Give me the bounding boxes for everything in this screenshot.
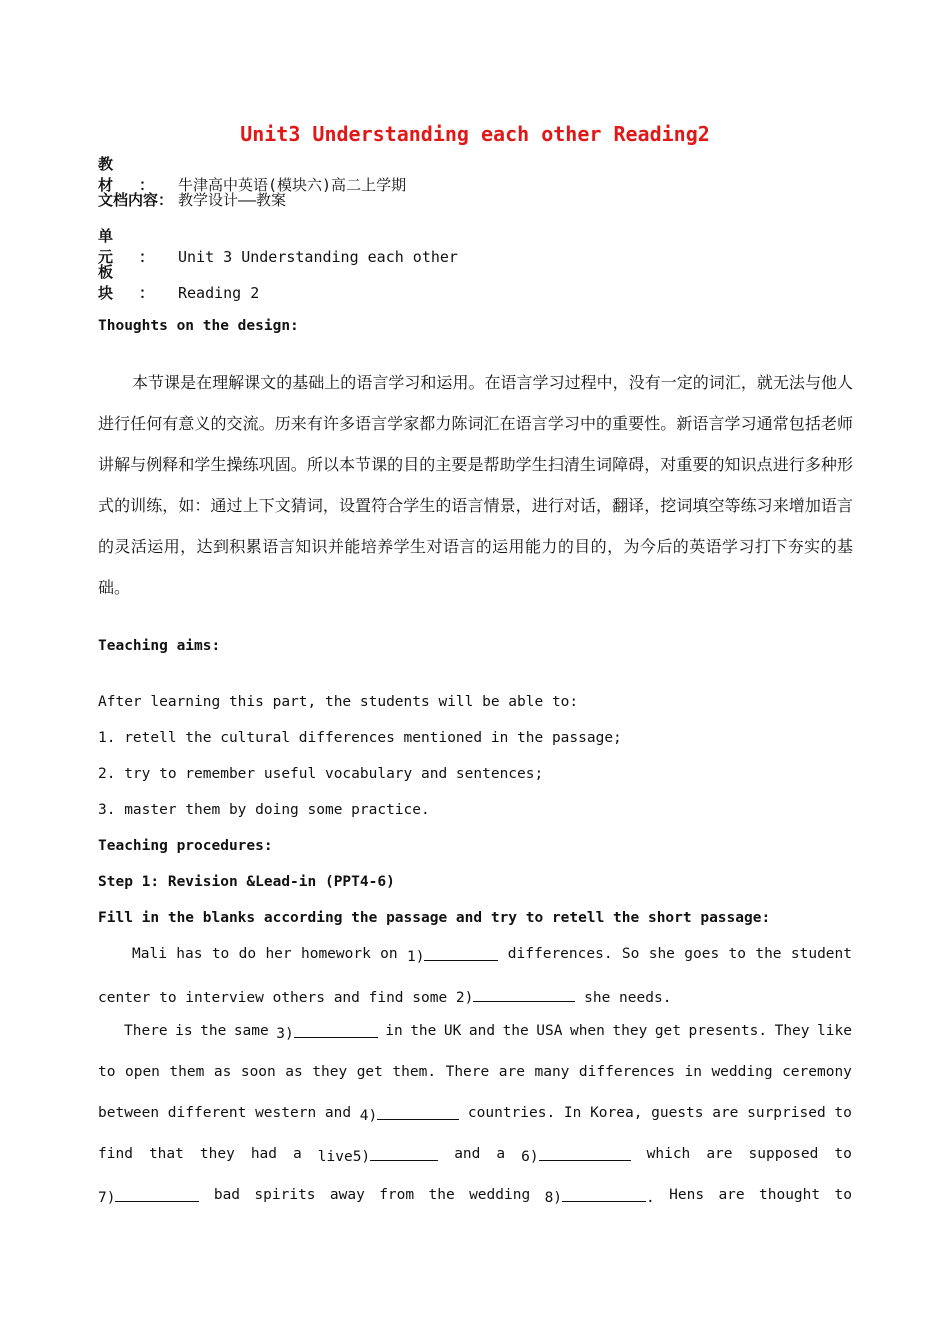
word: supposed	[748, 1146, 819, 1162]
word: the	[428, 1187, 455, 1203]
passage-line-7	[98, 1187, 852, 1206]
word: the	[502, 1023, 529, 1039]
blank-number: 8)	[544, 1190, 563, 1206]
blank-number: 6)	[521, 1149, 539, 1165]
word: Mali	[132, 946, 167, 962]
blank-number: 1)	[406, 949, 425, 965]
word: to	[834, 1146, 852, 1162]
step1-heading: Step 1: Revision &Lead-in (PPT4-6)	[98, 874, 395, 890]
word: student	[790, 946, 852, 962]
word: as	[213, 1064, 232, 1080]
passage-text: center to interview others and find some 2)	[98, 990, 474, 1006]
aims-intro: After learning this part, the students will be able to:	[98, 694, 579, 710]
word: the	[755, 946, 782, 962]
word: guests	[651, 1105, 704, 1121]
word: as	[285, 1064, 303, 1080]
word: that	[148, 1146, 184, 1162]
meta-value: 牛津高中英语(模块六)高二上学期	[178, 176, 407, 194]
blank-line[interactable]	[539, 1146, 631, 1161]
word: USA	[536, 1023, 563, 1039]
blank-number: 3)	[276, 1026, 294, 1042]
word: There	[445, 1064, 490, 1080]
word: western	[255, 1105, 317, 1121]
word: has	[176, 946, 203, 962]
word: bad	[213, 1187, 241, 1203]
procedures-heading: Teaching procedures:	[98, 838, 273, 854]
design-heading: Thoughts on the design:	[98, 318, 299, 334]
word: on	[380, 946, 398, 962]
blank-line[interactable]	[115, 1187, 199, 1202]
aim-item: 2. try to remember useful vocabulary and sentences;	[98, 766, 544, 782]
word: they	[199, 1146, 235, 1162]
word: to	[211, 946, 230, 962]
blank-6[interactable]	[521, 1146, 630, 1165]
word: different	[167, 1105, 247, 1121]
passage-line-6	[98, 1146, 852, 1165]
design-paragraph	[98, 362, 853, 608]
word: get	[654, 1023, 682, 1039]
word: to	[728, 946, 746, 962]
word: There	[124, 1023, 168, 1039]
word: open	[124, 1064, 160, 1080]
blank-2[interactable]	[473, 987, 575, 1002]
passage-line-5	[98, 1105, 852, 1124]
word: UK	[443, 1023, 462, 1039]
passage-line-1	[132, 946, 852, 965]
word: are	[712, 1105, 739, 1121]
meta-key: 文档内容：	[98, 191, 174, 209]
meta-key: 单元：	[98, 227, 181, 266]
word: in	[684, 1064, 702, 1080]
word: is	[175, 1023, 193, 1039]
meta-value: Reading 2	[178, 284, 260, 302]
blank-3[interactable]	[276, 1023, 377, 1042]
word: are	[718, 1187, 745, 1203]
word: a	[293, 1146, 302, 1162]
word: wedding	[711, 1064, 773, 1080]
word: them.	[392, 1064, 437, 1080]
meta-row-content	[98, 189, 286, 210]
word: them	[169, 1064, 205, 1080]
word: surprised	[747, 1105, 826, 1121]
word: homework	[300, 946, 371, 962]
word: they	[312, 1064, 348, 1080]
word: .	[646, 1190, 655, 1206]
meta-key: 教材：	[98, 155, 181, 194]
word: she	[648, 946, 675, 962]
blank-line[interactable]	[377, 1105, 459, 1120]
word: the	[410, 1023, 437, 1039]
blank-number: live5)	[317, 1149, 371, 1165]
word: and	[454, 1146, 481, 1162]
word: to	[98, 1064, 116, 1080]
meta-key: 板块：	[98, 263, 181, 302]
word: ceremony	[782, 1064, 852, 1080]
word: Korea,	[590, 1105, 643, 1121]
word: are	[498, 1064, 525, 1080]
blank-7[interactable]	[98, 1187, 199, 1206]
word: They	[774, 1023, 810, 1039]
word: in	[385, 1023, 403, 1039]
blank-4[interactable]	[360, 1105, 459, 1124]
word: do	[238, 946, 257, 962]
blank-5[interactable]	[318, 1146, 438, 1165]
blank-line[interactable]	[370, 1146, 438, 1161]
exercise-instruction: Fill in the blanks according the passage and try to retell the short passage:	[98, 910, 771, 926]
document-title: Unit3 Understanding each other Reading2	[240, 122, 710, 146]
word: a	[496, 1146, 506, 1162]
aim-item: 3. master them by doing some practice.	[98, 802, 430, 818]
word: between	[98, 1105, 160, 1121]
word: many	[534, 1064, 570, 1080]
word: had	[250, 1146, 278, 1162]
meta-value: Unit 3 Understanding each other	[178, 248, 458, 266]
aim-item: 1. retell the cultural differences mentioned in the passage;	[98, 730, 622, 746]
word: same	[233, 1023, 269, 1039]
word: Hens	[669, 1187, 705, 1203]
word: which	[646, 1146, 691, 1162]
meta-row-section	[98, 261, 259, 303]
word: get	[356, 1064, 383, 1080]
aims-heading: Teaching aims:	[98, 638, 221, 654]
blank-8[interactable]	[545, 1187, 655, 1206]
passage-line-3	[124, 1023, 852, 1042]
word: her	[265, 946, 292, 962]
blank-number: 7)	[98, 1190, 116, 1206]
word: So	[621, 946, 640, 962]
word: find	[98, 1146, 133, 1162]
word: thought	[759, 1187, 821, 1203]
word: differences.	[507, 946, 613, 962]
word: soon	[240, 1064, 276, 1080]
blank-1[interactable]	[407, 946, 498, 965]
word: from	[379, 1187, 415, 1203]
word: and	[468, 1023, 496, 1039]
word: the	[200, 1023, 227, 1039]
word: are	[706, 1146, 733, 1162]
word: and	[324, 1105, 352, 1121]
blank-line[interactable]	[424, 946, 498, 961]
word: presents.	[688, 1023, 768, 1039]
word: away	[329, 1187, 365, 1203]
meta-value: 教学设计——教案	[178, 191, 287, 209]
word: to	[834, 1105, 852, 1121]
word: In	[563, 1105, 582, 1121]
design-text: 本节课是在理解课文的基础上的语言学习和运用。在语言学习过程中，没有一定的词汇，就无法与他人进行任何有意义的交流。历来有许多语言学家都力陈词汇在语言学习中的重要性。新语言学习通常包括老师讲解与例释和学生操练巩固。所以本节课的目的主要是帮助学生扫清生词障碍，对重要的知识点进行多种形式的训练，如：通过上下文猜词，设置符合学生的语言情景，进行对话，翻译，挖词填空等练习来增加语言的灵活运用，达到积累语言知识并能培养学生对语言的运用能力的目的，为今后的英语学习打下夯实的基础。	[98, 373, 853, 597]
blank-number: 4)	[359, 1108, 378, 1124]
passage-text: she needs.	[575, 990, 672, 1006]
passage-line-4	[98, 1064, 852, 1080]
word: they	[612, 1023, 648, 1039]
word: spirits	[254, 1187, 316, 1203]
word: goes	[684, 946, 720, 962]
word: when	[569, 1023, 605, 1039]
word: differences	[578, 1064, 675, 1080]
word: countries.	[467, 1105, 556, 1121]
blank-line[interactable]	[562, 1187, 646, 1202]
word: like	[817, 1023, 852, 1039]
word: wedding	[469, 1187, 531, 1203]
word: to	[834, 1187, 852, 1203]
passage-line-2	[98, 987, 671, 1006]
blank-line[interactable]	[294, 1023, 378, 1038]
